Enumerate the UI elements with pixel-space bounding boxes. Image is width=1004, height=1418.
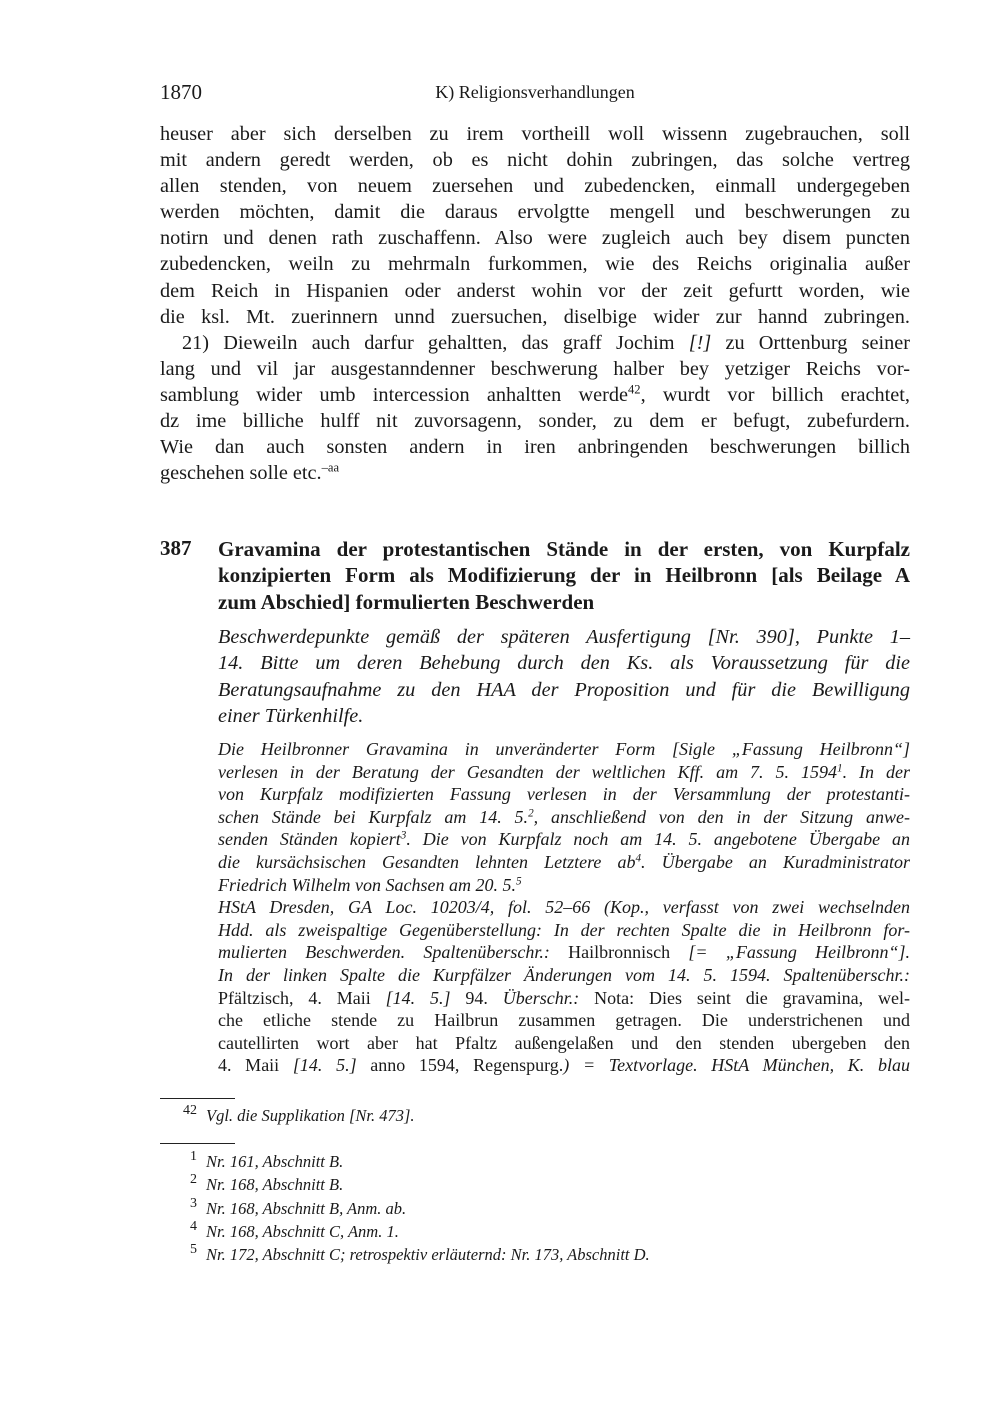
footnote-text: Nr. 168, Abschnitt B, Anm. ab. [206,1198,407,1218]
text-run: geschehen solle etc. [160,462,322,485]
text-line: allen stenden, von neuem zuersehen und zubedencken, einmall undergegeben [160,175,910,198]
apparatus-line: In der linken Spalte die Kurpfälzer Änderungen vom 14. 5. 1594. Spaltenüberschr.: [218,964,910,985]
apparatus-line: che etliche stende zu Hailbrun zusammen getragen. Die understrichenen und [218,1010,910,1031]
text-run: die kursächsischen Gesandten lehnten Letztere ab [218,851,636,872]
footnote-ref-4[interactable]: 4 [635,852,642,865]
footnote-text: Nr. 172, Abschnitt C; retrospektiv erläuternd: Nr. 173, Abschnitt D. [206,1245,650,1265]
apparatus-line [218,874,910,897]
text-run: zu Orttenburg seiner [711,331,910,354]
quoted-source-text: Nota: Dies seint die gravamina, wel- [579,987,911,1008]
footnote-3 [160,1195,910,1222]
apparatus-line [218,828,910,851]
quoted-source-text: anno 1594, Regenspurg. [356,1055,564,1076]
footnote-42 [160,1103,910,1129]
sic-marker: [!] [688,331,712,354]
text-line [160,382,910,408]
main-text [160,121,910,486]
text-line: dem Reich in Hispanien oder anderst wohin vor der zeit gefurtt worden, wie [160,279,910,302]
text-line: dz ime billiche hulff nit zuvorsagenn, sonder, zu dem er befugt, zubefurdern. [160,410,910,433]
text-run: samblung wider umb intercession anhaltten werde [160,383,628,406]
summary-line: Beratungsaufnahme zu den HAA der Proposition und für die Bewilligung [218,678,910,701]
title-line: Gravamina der protestantischen Stände in der ersten, von Kurpfalz [218,537,910,561]
text-line: werden möchten, damit die daraus ervolgtte mengell und beschwerungen zu [160,201,910,224]
footnotes-document [160,1149,910,1268]
footnote-ref-42[interactable]: 42 [628,382,641,397]
text-line: die ksl. Mt. zuerinnern unnd zuersuchen, diselbige wider zur hannd zubringen. [160,305,910,328]
apparatus-line: cautellirten wort aber hat Pfaltz außengelaßen und den stenden ubergeben den [218,1032,910,1053]
footnote-text: Nr. 161, Abschnitt B. [206,1152,344,1171]
text-run: 21) Dieweiln auch darfur gehaltten, das graff Jochim [182,331,689,354]
page-number: 1870 [160,80,202,104]
footnote-divider [160,1143,235,1144]
running-title: K) Religionsverhandlungen [435,82,635,102]
apparatus-line: Die Heilbronner Gravamina in unveränderter Form [Sigle „Fassung Heilbronn“] [218,739,910,759]
running-head [160,80,910,108]
apparatus-line: HStA Dresden, GA Loc. 10203/4, fol. 52–66 (Kop., verfasst von zwei wechselnden [218,897,910,918]
footnote-ref-2[interactable]: 2 [528,807,534,820]
apparatus-line: Hdd. als zweispaltige Gegenüberstellung: In der rechten Spalte die in Heilbronn for- [218,919,910,940]
text-run: , wurdt vor billich erachtet, [640,383,910,406]
summary-line: Beschwerdepunkte gemäß der späteren Ausfertigung [Nr. 390], Punkte 1– [218,626,910,648]
apparatus-line [218,941,910,964]
text-run: ) = Textvorlage. HStA München, K. blau [563,1055,910,1076]
footnote-ref-3[interactable]: 3 [400,829,407,842]
text-line [160,460,910,486]
apparatus-line: von Kurpfalz modifizierten Fassung verlesen in der Versammlung der protestanti- [218,784,910,805]
footnote-number: 4 [190,1218,197,1234]
footnote-text: Nr. 168, Abschnitt B. [206,1175,344,1195]
text-line: heuser aber sich derselben zu irem vortheill woll wissenn zugebrauchen, soll [160,123,910,145]
source-description [218,896,910,1077]
summary-line: einer Türkenhilfe. [218,704,364,727]
apparatus-line [218,761,910,784]
text-line: mit andern geredt werden, ob es nicht dohin zubringen, das solche vertreg [160,149,910,172]
footnote-ref-1[interactable]: 1 [836,761,843,774]
text-run: . Die von Kurpfalz noch am 14. 5. angebotene Übergabe an [406,829,910,850]
text-line [160,330,910,356]
footnote-number: 42 [183,1103,197,1118]
text-line: Wie dan auch sonsten andern in iren anbringenden beschwerungen billich [160,436,910,459]
text-run: . Übergabe an Kuradministrator [641,851,910,872]
text-line: lang und vil jar ausgestanndenner beschwerung halber bey yetziger Reichs vor- [160,357,910,380]
paragraph-continuation [160,121,910,330]
text-run: [14. 5.] [385,987,451,1008]
paragraph-21 [160,330,910,487]
text-run: , anschließend von den in der Sitzung anwe- [533,806,910,827]
quoted-source-text: Hailbronnisch [568,942,671,963]
document-number: 387 [160,536,192,560]
apparatus-line [218,851,910,874]
footnote-text: Nr. 168, Abschnitt C, Anm. 1. [206,1221,399,1241]
text-run: [14. 5.] [292,1055,357,1076]
footnote-ref-5[interactable]: 5 [515,874,522,887]
transmission-note [218,738,910,896]
text-run: verlesen in der Beratung der Gesandten der weltlichen Kff. am 7. 5. 1594 [218,761,837,782]
source-apparatus [218,738,910,1077]
text-run: senden Ständen kopiert [218,829,401,850]
quoted-source-text: 4. Maii [218,1055,293,1076]
footnote-4 [160,1218,910,1245]
footnote-number: 2 [190,1172,197,1188]
quoted-source-text: 94. [450,987,503,1008]
title-line: zum Abschied] formulierten Beschwerden [218,589,595,614]
footnote-5 [160,1242,910,1268]
document-title [218,536,910,615]
footnote-2 [160,1172,910,1198]
summary-line: 14. Bitte um deren Behebung durch den Ks. als Voraussetzung für die [218,652,910,675]
apparatus-line [218,987,910,1010]
text-run: Friedrich Wilhelm von Sachsen am 20. 5. [218,874,516,895]
footnotes-main-text [160,1103,910,1129]
footnote-number: 3 [190,1195,197,1211]
document-summary [218,624,910,729]
footnote-number: 5 [190,1242,197,1258]
footnote-divider [160,1098,235,1099]
footnote-1 [160,1149,910,1175]
text-run: . In der [842,761,910,782]
apparatus-line [218,1054,910,1077]
quoted-source-text: Pfältzisch, 4. Maii [218,987,386,1008]
title-line: konzipierten Form als Modifizierung der in Heilbronn [als Beilage A [218,563,910,588]
text-line: notirn und denen rath zuschaffenn. Also were zugleich auch bey disem puncten [160,227,910,250]
apparatus-line [218,806,910,829]
text-run: Überschr.: [502,987,580,1008]
footnote-number: 1 [190,1149,197,1164]
apparatus-mark: –aa [321,460,340,475]
footnote-text: Vgl. die Supplikation [Nr. 473]. [206,1106,415,1125]
text-run: mulierten Beschwerden. Spaltenüberschr.: [218,942,569,963]
text-run: [= „Fassung Heilbronn“]. [670,942,910,963]
text-run: schen Stände bei Kurpfalz am 14. 5. [218,806,529,827]
text-line: zubedencken, weiln zu mehrmaln furkommen, wie des Reichs originalia außer [160,253,910,276]
